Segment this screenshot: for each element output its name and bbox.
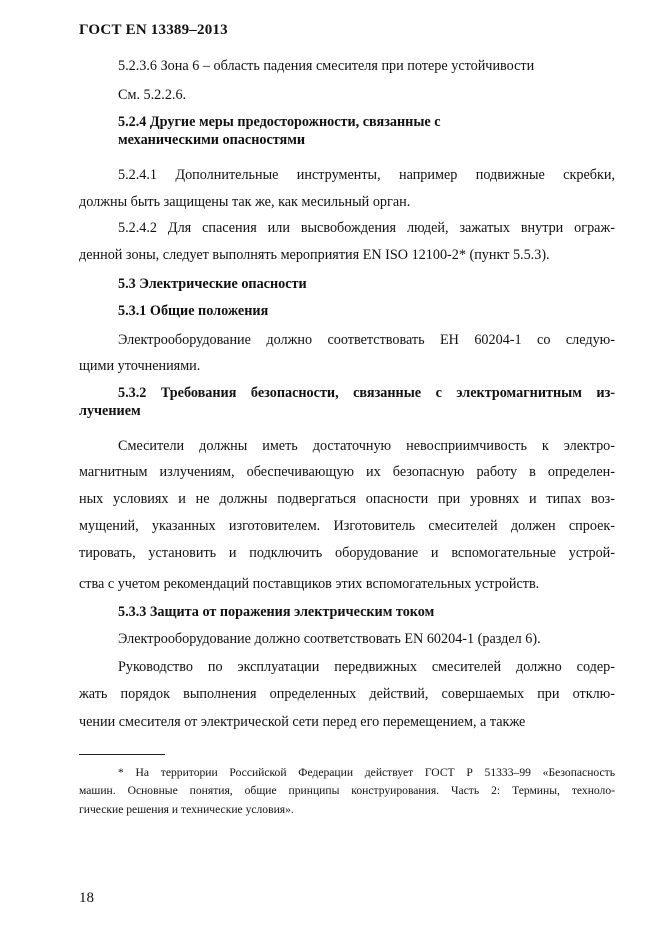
section-heading-5-3-2: 5.3.2 Требования безопасности, связанные с электромагнитным из- — [118, 385, 615, 401]
document-header: ГОСТ EN 13389–2013 — [79, 22, 228, 38]
section-heading-5-2-4: 5.2.4 Другие меры предосторожности, связанные с — [118, 114, 441, 130]
footnote-line: * На территории Российской Федерации действует ГОСТ Р 51333–99 «Безопасность — [118, 766, 615, 779]
paragraph-line: денной зоны, следует выполнять мероприятия EN ISO 12100-2* (пункт 5.5.3). — [79, 247, 550, 263]
paragraph-line: ства с учетом рекомендаций поставщиков этих вспомогательных устройств. — [79, 576, 540, 592]
paragraph-line: 5.2.4.1 Дополнительные инструменты, например подвижные скребки, — [118, 167, 615, 183]
section-heading-5-3-2-cont: лучением — [79, 403, 141, 419]
footnote-line: гические решения и технические условия». — [79, 803, 294, 816]
paragraph-line: жать порядок выполнения определенных действий, совершаемых при отклю- — [79, 686, 615, 702]
page-number: 18 — [79, 890, 94, 906]
section-heading-5-3: 5.3 Электрические опасности — [118, 276, 307, 292]
section-heading-5-3-3: 5.3.3 Защита от поражения электрическим током — [118, 604, 435, 620]
paragraph-line: магнитным излучениям, обеспечивающую их безопасную работу в определен- — [79, 464, 615, 480]
paragraph-line: мущений, указанных изготовителем. Изготовитель смесителей должен спроек- — [79, 518, 615, 534]
paragraph-line: должны быть защищены так же, как месильный орган. — [79, 194, 411, 210]
paragraph-line: щими уточнениями. — [79, 358, 201, 374]
cross-reference: См. 5.2.2.6. — [118, 87, 187, 103]
paragraph-line: 5.2.4.2 Для спасения или высвобождения людей, зажатых внутри ограж- — [118, 220, 615, 236]
paragraph-line: тировать, установить и подключить оборудование и вспомогательные устрой- — [79, 545, 615, 561]
paragraph-line: Руководство по эксплуатации передвижных смесителей должно содер- — [118, 659, 615, 675]
clause-5-2-3-6: 5.2.3.6 Зона 6 – область падения смесителя при потере устойчивости — [118, 58, 535, 74]
paragraph-line: Электрооборудование должно соответствовать ЕН 60204-1 со следую- — [118, 332, 615, 348]
paragraph-line: Смесители должны иметь достаточную невосприимчивость к электро- — [118, 438, 615, 454]
paragraph-line: Электрооборудование должно соответствовать EN 60204-1 (раздел 6). — [118, 631, 541, 647]
footnote-separator — [79, 754, 165, 755]
section-heading-5-3-1: 5.3.1 Общие положения — [118, 303, 269, 319]
section-heading-5-2-4-cont: механическими опасностями — [118, 132, 306, 148]
footnote-line: машин. Основные понятия, общие принципы конструирования. Часть 2: Термины, техноло- — [79, 784, 615, 797]
paragraph-line: чении смесителя от электрической сети перед его перемещением, а также — [79, 714, 526, 730]
paragraph-line: ных условиях и не должны подвергаться опасности при уровнях и типах воз- — [79, 491, 615, 507]
